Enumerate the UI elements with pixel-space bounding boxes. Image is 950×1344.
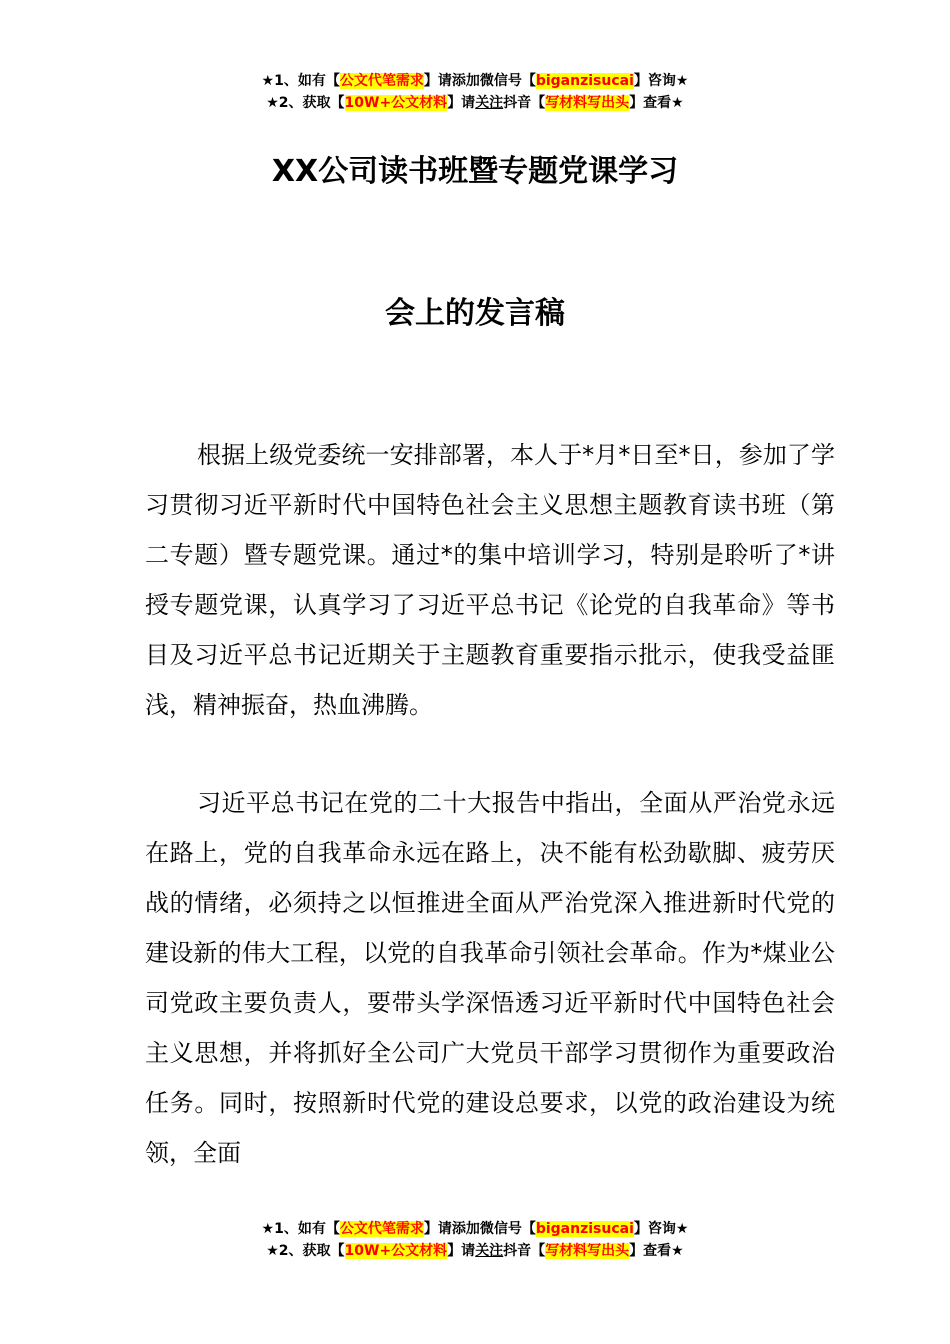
document-title-line-1: XX公司读书班暨专题党课学习: [271, 154, 679, 189]
promo-highlight: 公文代笔需求: [339, 73, 424, 89]
promo-line-2: [0, 92, 950, 114]
promo-text: ★1、如有【: [261, 73, 340, 89]
body-paragraph-1: 根据上级党委统一安排部署，本人于*月*日至*日，参加了学习贯彻习近平新时代中国特色社会主义思想主题教育读书班（第二专题）暨专题党课。通过*的集中培训学习，特别是聆听了*讲授专题党课，认真学习了习近平总书记《论党的自我革命》等书目及习近平总书记近期关于主题教育重要指示批示，使我受益匪浅，精神振奋，热血沸腾。: [145, 441, 835, 719]
promo-line-1: [0, 1218, 950, 1240]
bottom-promo-banner: [0, 1218, 950, 1262]
promo-text: ★2、获取【: [266, 95, 345, 111]
document-title-line-2: 会上的发言稿: [385, 296, 565, 331]
promo-text: 】请: [447, 95, 476, 111]
promo-line-2: [0, 1240, 950, 1262]
promo-text: 】请添加微信号【: [423, 1221, 536, 1237]
promo-text: ★1、如有【: [261, 1221, 340, 1237]
promo-highlight: 公文代笔需求: [339, 1221, 424, 1237]
promo-text: 抖音【: [503, 1243, 546, 1259]
promo-underline: 关注: [475, 1243, 504, 1259]
promo-highlight: 10W+公文材料: [344, 95, 448, 111]
promo-text: 】查看★: [629, 95, 684, 111]
promo-highlight: 写材料写出头: [545, 95, 630, 111]
promo-text: 】请: [447, 1243, 476, 1259]
promo-text: ★2、获取【: [266, 1243, 345, 1259]
top-promo-banner: [0, 70, 950, 114]
body-paragraph-2: 习近平总书记在党的二十大报告中指出，全面从严治党永远在路上，党的自我革命永远在路上，决不能有松劲歇脚、疲劳厌战的情绪，必须持之以恒推进全面从严治党深入推进新时代党的建设新的伟大工程，以党的自我革命引领社会革命。作为*煤业公司党政主要负责人，要带头学深悟透习近平新时代中国特色社会主义思想，并将抓好全公司广大党员干部学习贯彻作为重要政治任务。同时，按照新时代党的建设总要求，以党的政治建设为统领，全面: [145, 789, 835, 1167]
wechat-id-highlight: biganzisucai: [535, 73, 634, 89]
promo-text: 】咨询★: [633, 73, 689, 89]
promo-text: 抖音【: [503, 95, 546, 111]
promo-text: 】咨询★: [633, 1221, 689, 1237]
promo-underline: 关注: [475, 95, 504, 111]
promo-highlight: 10W+公文材料: [344, 1243, 448, 1259]
promo-highlight: 写材料写出头: [545, 1243, 630, 1259]
promo-text: 】请添加微信号【: [423, 73, 536, 89]
wechat-id-highlight: biganzisucai: [535, 1221, 634, 1237]
promo-text: 】查看★: [629, 1243, 684, 1259]
promo-line-1: [0, 70, 950, 92]
